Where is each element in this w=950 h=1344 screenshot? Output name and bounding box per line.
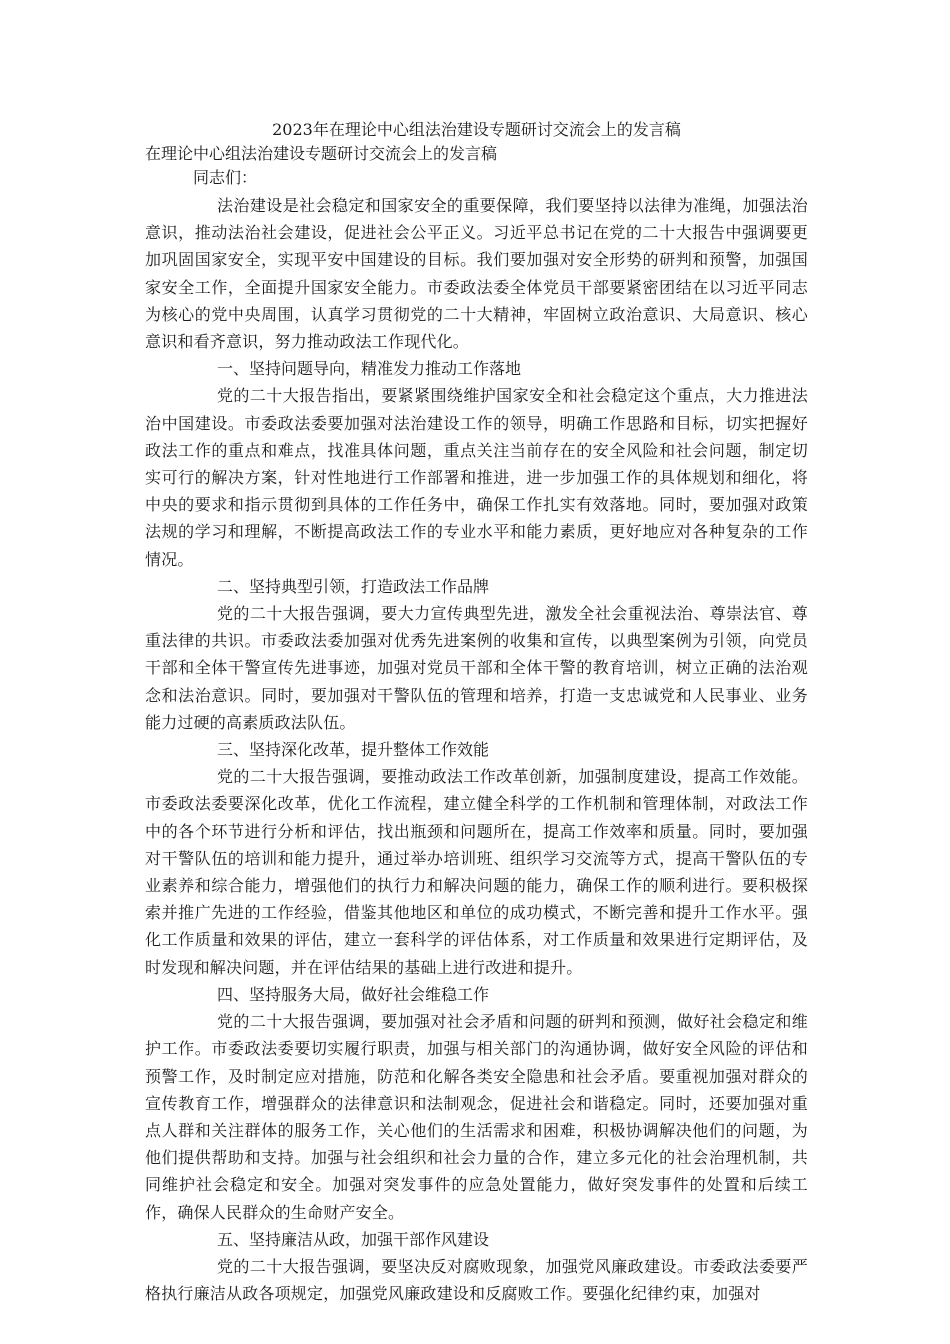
section-body-2: 党的二十大报告强调，要大力宣传典型先进，激发全社会重视法治、尊崇法官、尊重法律的共识。市委政法委加强对优秀先进案例的收集和宣传，以典型案例为引领，向党员干部和全体干警宣传先进事迹，加强对党员干部和全体干警的教育培训，树立正确的法治观念和法治意识。同时，要加强对干警队伍的管理和培养，打造一支忠诚党和人民事业、业务能力过硬的高素质政法队伍。 <box>145 604 808 732</box>
document-subtitle: 在理论中心组法治建设专题研讨交流会上的发言稿 <box>145 144 498 163</box>
intro-paragraph: 法治建设是社会稳定和国家安全的重要保障，我们要坚持以法律为准绳，加强法治意识，推动法治社会建设，促进社会公平正义。习近平总书记在党的二十大报告中强调要更加巩固国家安全，实现平安中国建设的目标。我们要加强对安全形势的研判和预警，加强国家安全工作，全面提升国家安全能力。市委政法委全体党员干部要紧密团结在以习近平同志为核心的党中央周围，认真学习贯彻党的二十大精神，牢固树立政治意识、大局意识、核心意识和看齐意识，努力推动政法工作现代化。 <box>145 196 808 352</box>
section-heading-5: 五、坚持廉洁从政，加强干部作风建设 <box>217 1229 490 1249</box>
section-heading-1: 一、坚持问题导向，精准发力推动工作落地 <box>217 359 522 379</box>
section-body-4: 党的二十大报告强调，要加强对社会矛盾和问题的研判和预测，做好社会稳定和维护工作。市委政法委要切实履行职责，加强与相关部门的沟通协调，做好安全风险的评估和预警工作，及时制定应对措施，防范和化解各类安全隐患和社会矛盾。要重视加强对群众的宣传教育工作，增强群众的法律意识和法制观念，促进社会和谐稳定。同时，还要加强对重点人群和关注群体的服务工作，关心他们的生活需求和困难，积极协调解决他们的问题，为他们提供帮助和支持。加强与社会组织和社会力量的合作，建立多元化的社会治理机制，共同维护社会稳定和安全。加强对突发事件的应急处置能力，做好突发事件的处置和后续工作，确保人民群众的生命财产安全。 <box>145 1012 808 1222</box>
salutation: 同志们： <box>193 168 258 187</box>
section-body-5: 党的二十大报告强调，要坚决反对腐败现象，加强党风廉政建设。市委政法委要严格执行廉洁从政各项规定，加强党风廉政建设和反腐败工作。要强化纪律约束，加强对 <box>145 1256 808 1304</box>
section-heading-4: 四、坚持服务大局，做好社会维稳工作 <box>217 984 490 1004</box>
document-title: 2023年在理论中心组法治建设专题研讨交流会上的发言稿 <box>272 120 681 139</box>
section-heading-3: 三、坚持深化改革，提升整体工作效能 <box>217 740 490 760</box>
section-body-3: 党的二十大报告强调，要推动政法工作改革创新，加强制度建设，提高工作效能。市委政法委要深化改革，优化工作流程，建立健全科学的工作机制和管理体制，对政法工作中的各个环节进行分析和评估，找出瓶颈和问题所在，提高工作效率和质量。同时，要加强对干警队伍的培训和能力提升，通过举办培训班、组织学习交流等方式，提高干警队伍的专业素养和综合能力，增强他们的执行力和解决问题的能力，确保工作的顺利进行。要积极探索并推广先进的工作经验，借鉴其他地区和单位的成功模式，不断完善和提升工作水平。强化工作质量和效果的评估，建立一套科学的评估体系，对工作质量和效果进行定期评估，及时发现和解决问题，并在评估结果的基础上进行改进和提升。 <box>145 767 808 977</box>
section-heading-2: 二、坚持典型引领，打造政法工作品牌 <box>217 576 490 596</box>
document-page <box>145 118 808 1307</box>
section-body-1: 党的二十大报告指出，要紧紧围绕维护国家安全和社会稳定这个重点，大力推进法治中国建设。市委政法委要加强对法治建设工作的领导，明确工作思路和目标，切实把握好政法工作的重点和难点，找准具体问题，重点关注当前存在的安全风险和社会问题，制定切实可行的解决方案，针对性地进行工作部署和推进，进一步加强工作的具体规划和细化，将中央的要求和指示贯彻到具体的工作任务中，确保工作扎实有效落地。同时，要加强对政策法规的学习和理解，不断提高政法工作的专业水平和能力素质，更好地应对各种复杂的工作情况。 <box>145 386 808 569</box>
